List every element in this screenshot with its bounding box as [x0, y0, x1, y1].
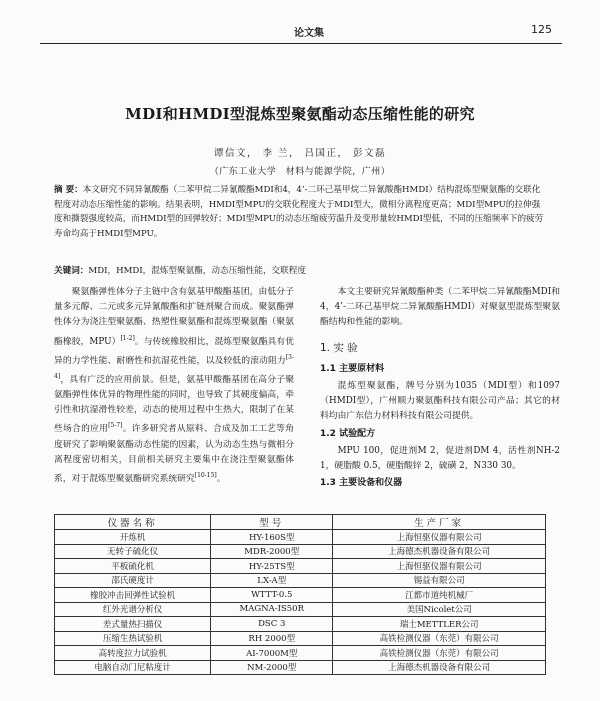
table-cell: 江都市道纯机械厂: [333, 588, 546, 603]
table-cell: AI-7000M型: [211, 646, 333, 661]
citation: [1-2]: [120, 334, 135, 342]
table-cell: LX-A型: [211, 573, 333, 588]
column-header: 仪器名称: [55, 515, 211, 530]
right-column: [320, 285, 560, 493]
table-cell: 上海德杰机器设备有限公司: [333, 660, 546, 675]
table-cell: MAGNA-IS50R: [211, 602, 333, 617]
table-cell: 无转子硫化仪: [55, 544, 211, 559]
section-heading-experiment: 1. 实 验: [320, 341, 358, 354]
page-number: 125: [531, 23, 552, 36]
citation: [10-15]: [194, 471, 217, 479]
table-row: [55, 646, 546, 661]
intro-paragraph: 聚氨酯弹性体分子主链中含有氨基甲酸酯基团，由低分子量多元醇、二元或多元异氰酸酯和扩链剂聚合而成。聚氨酯弹性体分为浇注型聚氨酯、热塑性聚氨酯和混炼型聚氨酯（聚氨酯橡胶，MPU）[1-2]。与传统橡胶相比，混炼型聚氨酯具有优异的力学性能、耐磨性和抗湿花性能，以及较低的滚动阻力[3-4]，具有广泛的应用前景。但是，氨基甲酸酯基团在高分子聚氨酯弹性体优异的物理性能的同时，也导致了其硬度偏高，牵引性和抗湿滑性较差，动态的使用过程中生热大，限制了在某些场合的应用[5-7]。许多研究者从原料、合成及加工工艺等角度研究了影响聚氨酯动态性能的因素，认为动态生热与微相分离程度密切相关，目前相关研究主要集中在浇注型聚氨酯体系，对于混炼型聚氨酯研究系统研究[10-15]。: [54, 287, 294, 484]
table-cell: 上海恒驱仪器有限公司: [333, 559, 546, 574]
table-cell: RH 2000型: [211, 631, 333, 646]
table-cell: DSC 3: [211, 617, 333, 632]
table-cell: 高转度拉力试验机: [55, 646, 211, 661]
table-cell: HY-160S型: [211, 530, 333, 545]
table-cell: 锡益有限公司: [333, 573, 546, 588]
column-header: 型号: [211, 515, 333, 530]
table-row: [55, 617, 546, 632]
table-cell: 高铁检测仪器（东莞）有限公司: [333, 631, 546, 646]
affiliation: （广东工业大学 材料与能源学院，广州）: [209, 167, 391, 177]
table-header-row: [55, 515, 546, 530]
subsection-equipment: 1.3 主要设备和仪器: [320, 478, 403, 489]
paper-title: MDI和HMDI型混炼型聚氨酯动态压缩性能的研究: [125, 105, 475, 123]
scope-paragraph: 本文主要研究异氰酸酯种类（二苯甲烷二异氰酸酯MDI和4，4’-二环己基甲烷二异氰酸酯HMDI）对聚氨型混炼型聚氨酯结构和性能的影响。: [320, 287, 560, 328]
table-cell: 开炼机: [55, 530, 211, 545]
column-header: 生产厂家: [333, 515, 546, 530]
table-row: [55, 530, 546, 545]
table-cell: WTTT-0.5: [211, 588, 333, 603]
table-cell: MDR-2000型: [211, 544, 333, 559]
table-cell: HY-25TS型: [211, 559, 333, 574]
table-row: [55, 559, 546, 574]
table-cell: 上海恒驱仪器有限公司: [333, 530, 546, 545]
keywords: [54, 264, 554, 278]
equipment-table: [54, 514, 546, 675]
table-cell: 红外光谱分析仪: [55, 602, 211, 617]
left-column: [54, 285, 294, 487]
abstract: [54, 183, 546, 241]
table-row: [55, 631, 546, 646]
subsection-formula: 1.2 试验配方: [320, 428, 376, 439]
table-cell: 上海德杰机器设备有限公司: [333, 544, 546, 559]
materials-paragraph: 混炼型聚氨酯，牌号分别为1035（MDI型）和1097（HMDI型），广州顺力聚氨酯科技有限公司产品；其它的材料均由广东信力材料科技有限公司提供。: [320, 381, 560, 422]
keywords-label: 关键词：: [54, 266, 89, 276]
table-cell: 差式量热扫描仪: [55, 617, 211, 632]
table-cell: 平板硫化机: [55, 559, 211, 574]
subsection-materials: 1.1 主要原材料: [320, 363, 385, 374]
table-cell: 邵氏硬度计: [55, 573, 211, 588]
header-rule: [40, 43, 562, 44]
table-row: [55, 573, 546, 588]
table-cell: 瑞士METTLER公司: [333, 617, 546, 632]
table-cell: 高铁检测仪器（东莞）有限公司: [333, 646, 546, 661]
table-cell: NM-2000型: [211, 660, 333, 675]
table-row: [55, 660, 546, 675]
journal-name: 论文集: [294, 28, 324, 39]
citation: [5-7]: [108, 422, 123, 430]
table-cell: 美国Nicolet公司: [333, 602, 546, 617]
formula-paragraph: MPU 100，促进剂M 2，促进剂DM 4，活性剂NH-2 1，硬脂酸 0.5，硬脂酸锌 2，硫磺 2，N330 30。: [320, 445, 560, 472]
keywords-text: MDI，HMDI，混炼型聚氨酯，动态压缩性能，交联程度: [88, 266, 306, 276]
citation: [3-4]: [54, 353, 294, 380]
table-cell: 压缩生热试验机: [55, 631, 211, 646]
page-header: [40, 20, 560, 42]
table-row: [55, 544, 546, 559]
table-row: [55, 602, 546, 617]
authors: 谭信文， 李 兰， 吕国正， 彭文磊: [213, 148, 387, 159]
table-cell: 电脑自动门尼粘度计: [55, 660, 211, 675]
table-cell: 橡胶冲击回弹性试验机: [55, 588, 211, 603]
abstract-label: 摘 要：: [54, 185, 83, 195]
table-row: [55, 588, 546, 603]
abstract-text: 本文研究不同异氰酸酯（二苯甲烷二异氰酸酯MDI和4，4’-二环己基甲烷二异氰酸酯HMDI）结构混炼型聚氨酯的交联化程度对动态压缩性能的影响。结果表明，HMDI型MPU的交联化程度大于MDI型大，微相分离程度更高；MDI型MPU的拉伸强度和撕裂强度较高，而HMDI型的回弹较好；MDI型MPU的动态压缩疲劳温升及变形量较HMDI型低，不同的压缩频率下的疲劳寿命均高于HMDI型MPU。: [54, 185, 544, 239]
